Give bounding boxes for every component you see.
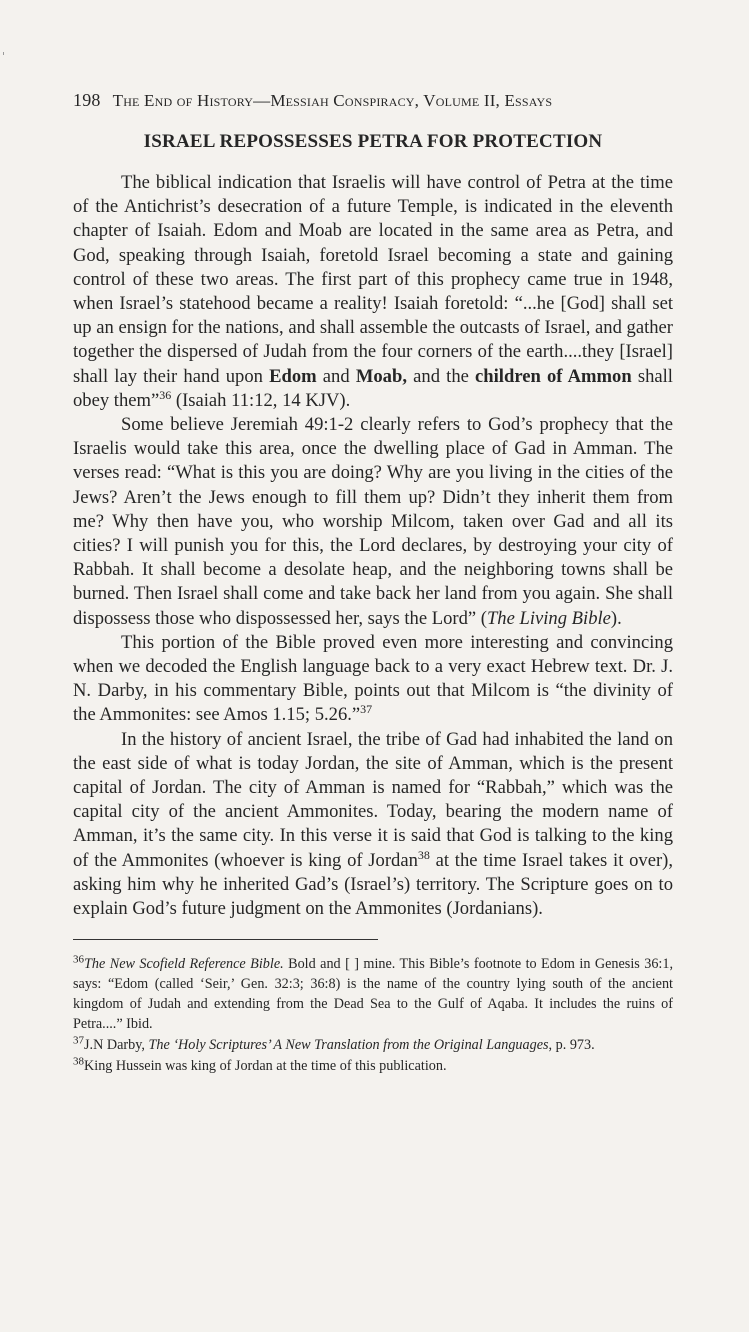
- scan-mark: [3, 52, 4, 55]
- page-number: 198: [73, 90, 101, 110]
- paragraph-4: In the history of ancient Israel, the tribe of Gad had inhabited the land on the east side of what is today Jordan, the site of Amman, which is the present capital of Jordan. The city of Amman is named for “Rabbah,” which was the capital city of the ancient Ammonites. Today, bearing the modern name of Amman, it’s the same city. In this verse it is said that God is talking to the king of the Ammonites (whoever is king of Jordan$^{38}$ at the time Israel takes it over), asking him why he inherited Gad’s (Israel’s) territory. The Scripture goes on to explain God’s future judgment on the Ammonites (Jordanians).: [73, 728, 673, 920]
- footnote-divider: [73, 939, 378, 940]
- paragraph-1: The biblical indication that Israelis will have control of Petra at the time of the Antichrist’s desecration of a future Temple, is indicated in the eleventh chapter of Isaiah. Edom and Moab are located in the same area as Petra, and God, speaking through Isaiah, foretold Israel becoming a state and gaining control of these two areas. The first part of this prophecy came true in 1948, when Israel’s statehood became a reality! Isaiah foretold: “...he [God] shall set up an ensign for the nations, and shall assemble the outcasts of Israel, and gather together the dispersed of Judah from the four corners of the earth....they [Israel] shall lay their hand upon Edom and Moab, and the children of Ammon shall obey them”$^{36}$ (Isaiah 11:12, 14 KJV).: [73, 172, 673, 411]
- footnote-ref-38: 38: [417, 847, 430, 862]
- book-page: [73, 90, 673, 1077]
- running-head: [73, 90, 673, 111]
- paragraph-2: Some believe Jeremiah 49:1-2 clearly refers to God’s prophecy that the Israelis would take this area, once the dwelling place of Gad in Amman. The verses read: “What is this you are doing? Why are you living in the cities of the Jews? Aren’t the Jews enough to fill them up? Didn’t they inherit them from me? Why then have you, who worship Milcom, taken over Gad and all its cities? I will punish you for this, the Lord declares, by destroying your city of Rabbah. It shall become a desolate heap, and the neighboring towns shall be burned. Then Israel shall come and take back her land from you again. She shall dispossess those who dispossessed her, says the Lord” (The Living Bible).: [73, 414, 673, 629]
- footnotes: [73, 954, 673, 1076]
- footnote-38: $^{38}$King Hussein was king of Jordan at the time of this publication.: [73, 1055, 447, 1075]
- footnote-ref-36: 36: [159, 387, 172, 402]
- running-head-title: The End of History—Messiah Conspiracy, Volume II, Essays: [112, 91, 553, 110]
- paragraph-3: This portion of the Bible proved even more interesting and convincing when we decoded the English language back to a very exact Hebrew text. Dr. J. N. Darby, in his commentary Bible, points out that Milcom is “the divinity of the Ammonites: see Amos 1.15; 5.26.”$^{37}$: [73, 631, 673, 726]
- footnote-36: $^{36}$The New Scofield Reference Bible. Bold and [ ] mine. This Bible’s footnote to Edom in Genesis 36:1, says: “Edom (called ‘Seir,’ Gen. 32:3; 36:8) is the name of the country lying south of the ancient kingdom of Judah and extending from the Dead Sea to the Gulf of Aqaba. It includes the ruins of Petra....” Ibid.: [73, 953, 674, 1033]
- footnote-37: $^{37}$J.N Darby, The ‘Holy Scriptures’ A New Translation from the Original Languages, p. 973.: [73, 1034, 595, 1054]
- footnote-ref-37: 37: [360, 702, 373, 717]
- section-heading: ISRAEL REPOSSESSES PETRA FOR PROTECTION: [143, 131, 603, 152]
- body-text: [73, 171, 673, 921]
